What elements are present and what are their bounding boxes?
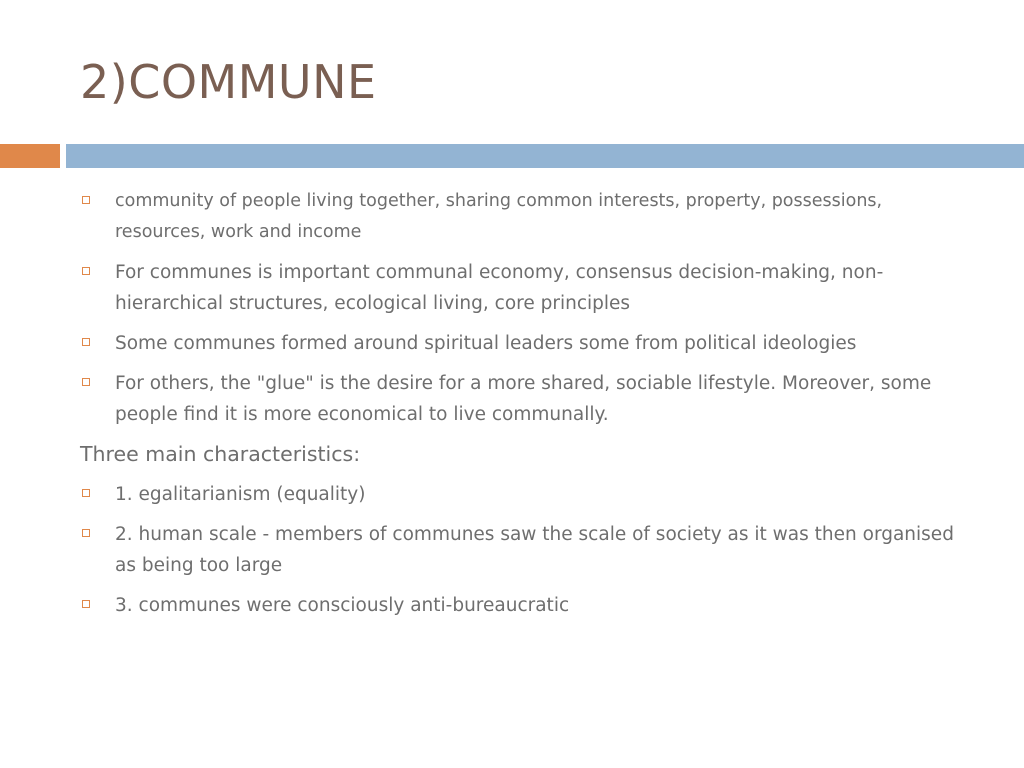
square-bullet-icon [82,529,90,537]
bullet-text: Some communes formed around spiritual leaders some from political ideologies [115,333,857,354]
bullet-text: 3. communes were consciously anti-bureaucratic [115,595,570,616]
square-bullet-icon [82,338,90,346]
bullet-item [80,368,970,430]
bullet-item [80,257,970,319]
bullet-item [80,590,970,621]
square-bullet-icon [82,378,90,386]
slide-content [80,186,970,630]
bullet-text: For communes is important communal economy, consensus decision-making, non-hierarchical structures, ecological living, core principles [115,262,884,314]
slide-title: 2)COMMUNE [80,55,377,109]
bullet-item [80,479,970,510]
square-bullet-icon [82,600,90,608]
bullet-text: For others, the "glue" is the desire for a more shared, sociable lifestyle. Moreover, some people find it is more economical to live communally. [115,373,932,425]
bullet-item [80,186,970,248]
square-bullet-icon [82,489,90,497]
bullet-text: community of people living together, sharing common interests, property, possessions, resources, work and income [115,191,883,242]
bullet-item [80,328,970,359]
bullet-item [80,519,970,581]
accent-bar-orange [0,144,60,168]
square-bullet-icon [82,196,90,204]
bullet-text: 2. human scale - members of communes saw the scale of society as it was then organised as being too large [115,524,954,576]
accent-bar-blue [66,144,1024,168]
square-bullet-icon [82,267,90,275]
bullet-text: 1. egalitarianism (equality) [115,484,366,505]
subheading: Three main characteristics: [80,442,361,466]
